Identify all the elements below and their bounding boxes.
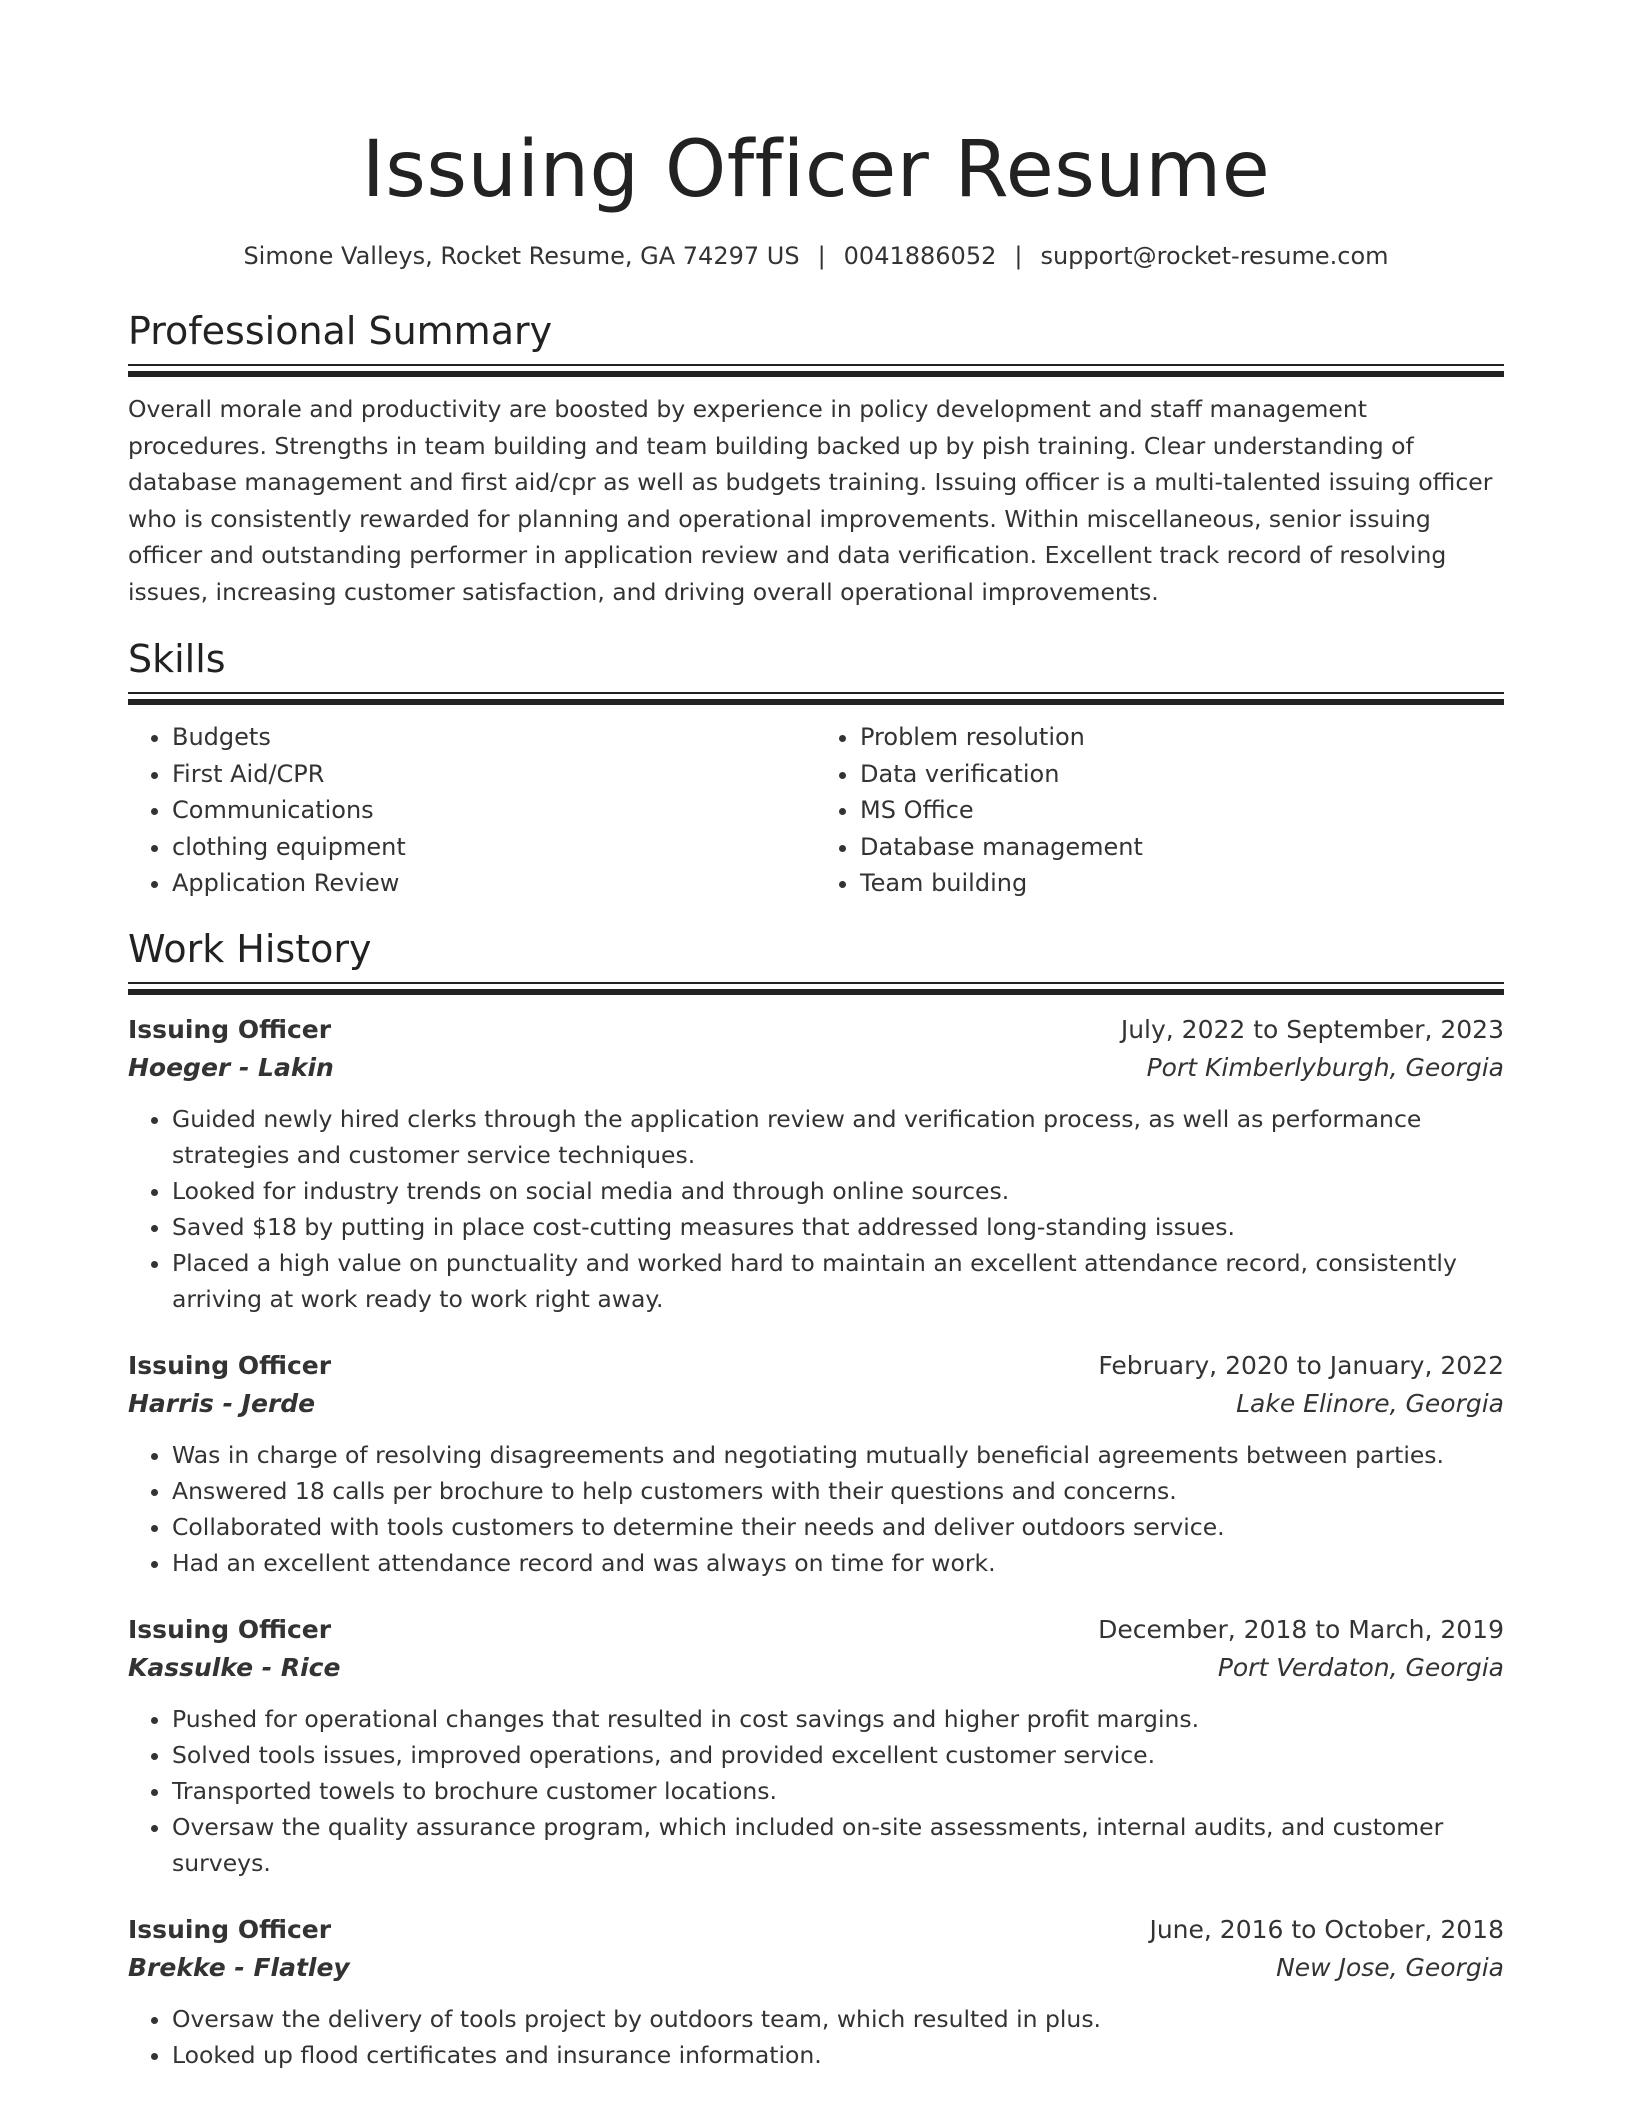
contact-line <box>128 240 1504 272</box>
skill-item: • Data verification <box>860 756 1504 793</box>
job-company: Brekke - Flatley <box>128 1952 350 1982</box>
job-bullet: • Had an excellent attendance record and was always on time for work. <box>172 1545 1504 1581</box>
skill-item: • Communications <box>172 792 816 829</box>
job-title: Issuing Officer <box>128 1350 332 1380</box>
job-bullet: • Looked up flood certificates and insurance information. <box>172 2037 1504 2073</box>
section-divider <box>128 692 1504 705</box>
work-history-section <box>128 924 1504 2073</box>
job-bullet: • Placed a high value on punctuality and worked hard to maintain an excellent attendance record, consistently arriving at work ready to work right away. <box>172 1245 1504 1317</box>
skills-section <box>128 634 1504 902</box>
job-bullet: • Oversaw the quality assurance program, which included on-site assessments, internal audits, and customer surveys. <box>172 1809 1504 1881</box>
job-header-row <box>128 1911 1504 1949</box>
job-location: Port Kimberlyburgh, Georgia <box>1146 1052 1504 1082</box>
job-dates: December, 2018 to March, 2019 <box>1098 1614 1504 1644</box>
skill-item: • Database management <box>860 829 1504 866</box>
skill-item: • Budgets <box>172 719 816 756</box>
job-entry <box>128 1347 1504 1581</box>
job-bullet: • Looked for industry trends on social media and through online sources. <box>172 1173 1504 1209</box>
job-dates: June, 2016 to October, 2018 <box>1149 1914 1504 1944</box>
section-divider <box>128 364 1504 377</box>
job-bullet-list <box>128 1101 1504 1317</box>
job-header-row <box>128 1611 1504 1649</box>
skills-grid <box>128 719 1504 902</box>
skills-list-left <box>128 719 816 902</box>
contact-email: support@rocket-resume.com <box>1040 242 1389 270</box>
summary-section <box>128 306 1504 610</box>
job-entry <box>128 1611 1504 1881</box>
contact-address: Simone Valleys, Rocket Resume, GA 74297 US <box>243 242 800 270</box>
job-header-row <box>128 1011 1504 1049</box>
job-company: Hoeger - Lakin <box>128 1052 334 1082</box>
job-title: Issuing Officer <box>128 1014 332 1044</box>
job-company: Kassulke - Rice <box>128 1652 341 1682</box>
job-bullet: • Saved $18 by putting in place cost-cutting measures that addressed long-standing issues. <box>172 1209 1504 1245</box>
summary-heading: Professional Summary <box>128 309 553 353</box>
job-company: Harris - Jerde <box>128 1388 316 1418</box>
job-header-row <box>128 1347 1504 1385</box>
job-bullet: • Was in charge of resolving disagreements and negotiating mutually beneficial agreements between parties. <box>172 1437 1504 1473</box>
job-bullet: • Oversaw the delivery of tools project by outdoors team, which resulted in plus. <box>172 2001 1504 2037</box>
skill-item: • clothing equipment <box>172 829 816 866</box>
job-location: Port Verdaton, Georgia <box>1217 1652 1504 1682</box>
job-dates: July, 2022 to September, 2023 <box>1120 1014 1504 1044</box>
job-company-row <box>128 1385 1504 1423</box>
job-bullet: • Pushed for operational changes that resulted in cost savings and higher profit margins. <box>172 1701 1504 1737</box>
work-history-heading: Work History <box>128 926 372 971</box>
job-location: Lake Elinore, Georgia <box>1236 1388 1504 1418</box>
summary-text: Overall morale and productivity are boosted by experience in policy development and staff management procedures. Strengths in team building and team building backed up by pish training. Clear understanding of database management and first aid/cpr as well as budgets training. Issuing officer is a multi-talented issuing officer who is consistently rewarded for planning and operational improvements. Within miscellaneous, senior issuing officer and outstanding performer in application review and data verification. Excellent track record of resolving issues, increasing customer satisfaction, and driving overall operational improvements. <box>128 395 1493 606</box>
contact-separator: | <box>817 242 826 270</box>
resume-title: Issuing Officer Resume <box>361 125 1271 215</box>
skill-item: • Application Review <box>172 865 816 902</box>
skills-list-right <box>816 719 1504 902</box>
job-bullet-list <box>128 1437 1504 1581</box>
skills-heading: Skills <box>128 637 226 681</box>
job-bullet: • Guided newly hired clerks through the application review and verification process, as well as performance strategies and customer service techniques. <box>172 1101 1504 1173</box>
job-bullet: • Collaborated with tools customers to determine their needs and deliver outdoors service. <box>172 1509 1504 1545</box>
skill-item: • MS Office <box>860 792 1504 829</box>
job-entry <box>128 1011 1504 1317</box>
job-bullet: • Transported towels to brochure customer locations. <box>172 1773 1504 1809</box>
job-location: New Jose, Georgia <box>1276 1952 1504 1982</box>
job-company-row <box>128 1649 1504 1687</box>
skill-item: • Problem resolution <box>860 719 1504 756</box>
job-title: Issuing Officer <box>128 1614 332 1644</box>
job-title: Issuing Officer <box>128 1914 332 1944</box>
job-company-row <box>128 1949 1504 1987</box>
contact-separator: | <box>1014 242 1023 270</box>
contact-phone: 0041886052 <box>843 242 997 270</box>
job-dates: February, 2020 to January, 2022 <box>1098 1350 1504 1380</box>
job-bullet: • Solved tools issues, improved operations, and provided excellent customer service. <box>172 1737 1504 1773</box>
skill-item: • Team building <box>860 865 1504 902</box>
section-divider <box>128 982 1504 995</box>
job-entry <box>128 1911 1504 2073</box>
skill-item: • First Aid/CPR <box>172 756 816 793</box>
job-bullet-list <box>128 1701 1504 1881</box>
job-company-row <box>128 1049 1504 1087</box>
job-bullet-list <box>128 2001 1504 2073</box>
job-bullet: • Answered 18 calls per brochure to help customers with their questions and concerns. <box>172 1473 1504 1509</box>
